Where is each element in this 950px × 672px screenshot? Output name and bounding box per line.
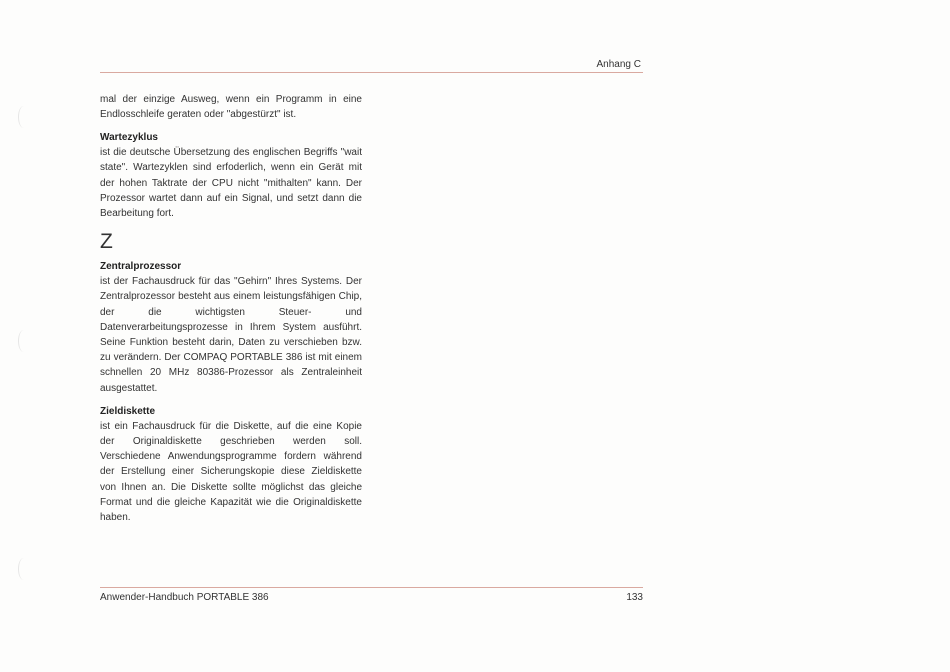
binder-hole-mark xyxy=(18,330,29,352)
page-number: 133 xyxy=(626,592,643,603)
binder-hole-mark xyxy=(18,106,29,128)
footer-rule xyxy=(100,587,643,588)
glossary-entry xyxy=(100,260,362,396)
running-header: Anhang C xyxy=(596,59,641,70)
footer-title: Anwender-Handbuch PORTABLE 386 xyxy=(100,592,269,603)
glossary-definition: ist die deutsche Übersetzung des englischen Begriffs "wait state". Wartezyklen sind erfoderlich, wenn ein Gerät mit der hohen Taktrate der CPU nicht "mithalten" kann. Der Prozessor wartet dann auf ein Signal, und setzt dann die Bearbeitung fort. xyxy=(100,147,362,219)
glossary-entry xyxy=(100,405,362,525)
glossary-term: Wartezyklus xyxy=(100,132,158,144)
section-letter: Z xyxy=(100,230,113,254)
glossary-term: Zieldiskette xyxy=(100,405,156,417)
binder-hole-mark xyxy=(18,558,29,580)
glossary-definition: ist der Fachausdruck für das "Gehirn" Ihres Systems. Der Zentralprozessor besteht aus einem leistungsfähigen Chip, der die wichtigsten Steuer- und Datenverarbeitungsprozesse in Ihrem System ausführt. Seine Funktion besteht darin, Daten zu verschieben bzw. zu verändern. Der COMPAQ PORTABLE 386 ist mit einem schnellen 20 MHz 80386-Prozessor als Zentraleinheit ausgestattet. xyxy=(100,276,362,394)
glossary-definition: ist ein Fachausdruck für die Diskette, auf die eine Kopie der Originaldiskette geschrieben werden soll. Verschiedene Anwendungsprogramme fordern während der Erstellung einer Sicherungskopie diese Zieldiskette von Ihnen an. Die Diskette sollte möglichst das gleiche Format und die gleiche Kapazität wie die Originaldiskette haben. xyxy=(100,420,362,524)
main-text-column xyxy=(100,93,362,534)
header-rule xyxy=(100,72,643,73)
glossary-entry xyxy=(100,131,362,221)
glossary-term: Zentralprozessor xyxy=(100,261,182,273)
intro-paragraph: mal der einzige Ausweg, wenn ein Programm in eine Endlosschleife geraten oder "abgestürzt" ist. xyxy=(100,94,362,120)
